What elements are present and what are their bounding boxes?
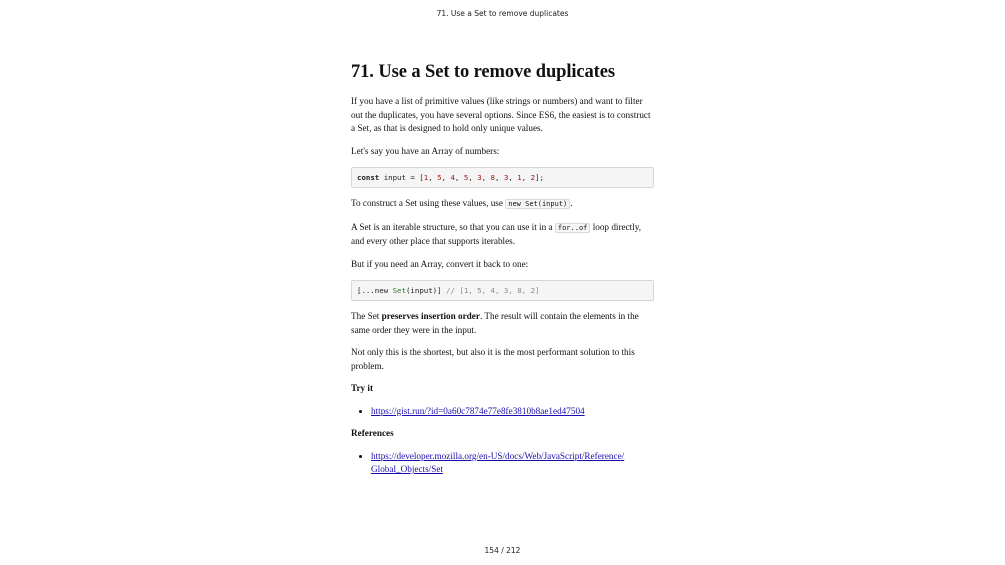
paragraph-text: A Set is an iterable structure, so that you can use it in a (351, 221, 555, 232)
gist-link[interactable]: https://gist.run/?id=0a60c7874e77e8fe3810b8ae1ed47504 (371, 405, 585, 416)
references-heading: References (351, 428, 394, 438)
paragraph-text: The Set (351, 311, 382, 321)
references-list (351, 450, 654, 477)
link-text: https://developer.mozilla.org/en-US/docs/Web/JavaScript/Reference/ (371, 450, 625, 461)
convert-back-paragraph: But if you need an Array, convert it back to one: (351, 258, 529, 269)
code-separator: , (495, 173, 504, 182)
code-separator: , (454, 173, 464, 182)
construct-set-paragraph (351, 197, 654, 212)
inline-code-for-of: for..of (555, 223, 591, 233)
code-separator: , (481, 173, 491, 182)
code-suffix: (input)] (405, 286, 442, 295)
iterable-paragraph (351, 221, 654, 249)
performance-paragraph: Not only this is the shortest, but also it is the most performant solution to this problem. (351, 347, 635, 371)
paragraph-text: To construct a Set using these values, use (351, 198, 506, 208)
code-identifier: input = [ (379, 173, 424, 182)
page-title: 71. Use a Set to remove duplicates (351, 62, 615, 82)
inline-code-new-set: new Set(input) (505, 199, 570, 209)
list-item (371, 450, 654, 477)
code-block-input-array (351, 167, 654, 188)
insertion-order-paragraph (351, 310, 654, 337)
code-number: 1 (423, 173, 429, 182)
code-separator: , (521, 173, 531, 182)
code-separator: , (468, 173, 478, 182)
page-content (351, 58, 654, 486)
code-separator: , (441, 173, 451, 182)
code-number: 3 (503, 173, 509, 182)
code-prefix: [...new (357, 286, 393, 295)
code-number: 1 (517, 173, 522, 182)
intro-paragraph: If you have a list of primitive values (like strings or numbers) and want to filter out the duplicates, you have several options. Since ES6, the easiest is to construct a Set, as that is designed to hold only unique values. (351, 96, 651, 133)
list-item (371, 405, 654, 419)
mdn-set-link[interactable] (371, 451, 624, 475)
page-number: 154 / 212 (484, 546, 521, 555)
code-close: ]; (535, 173, 544, 182)
running-header: 71. Use a Set to remove duplicates (436, 9, 569, 18)
code-number: 8 (490, 173, 495, 182)
link-text: Global_Objects/Set (371, 464, 443, 474)
paragraph-text: . The result will contain the elements in the same order they were in the input. (351, 311, 639, 335)
bold-text: preserves insertion order (381, 311, 480, 321)
code-function: Set (392, 286, 406, 295)
code-number: 3 (477, 173, 482, 182)
code-number-list (424, 173, 535, 182)
code-number: 5 (463, 173, 469, 182)
try-it-list (351, 405, 654, 419)
code-separator: , (508, 173, 518, 182)
code-number: 5 (437, 173, 442, 182)
try-it-heading: Try it (351, 383, 374, 393)
paragraph-text: . (570, 198, 573, 208)
code-number: 4 (450, 173, 455, 182)
code-comment: // [1, 5, 4, 3, 8, 2] (441, 286, 540, 295)
code-separator: , (428, 173, 438, 182)
array-intro-paragraph: Let's say you have an Array of numbers: (351, 145, 500, 156)
paragraph-text: loop directly, and every other place that supports iterables. (351, 221, 642, 246)
code-keyword: const (357, 173, 380, 182)
code-number: 2 (530, 173, 536, 182)
code-block-spread-set (351, 280, 654, 301)
